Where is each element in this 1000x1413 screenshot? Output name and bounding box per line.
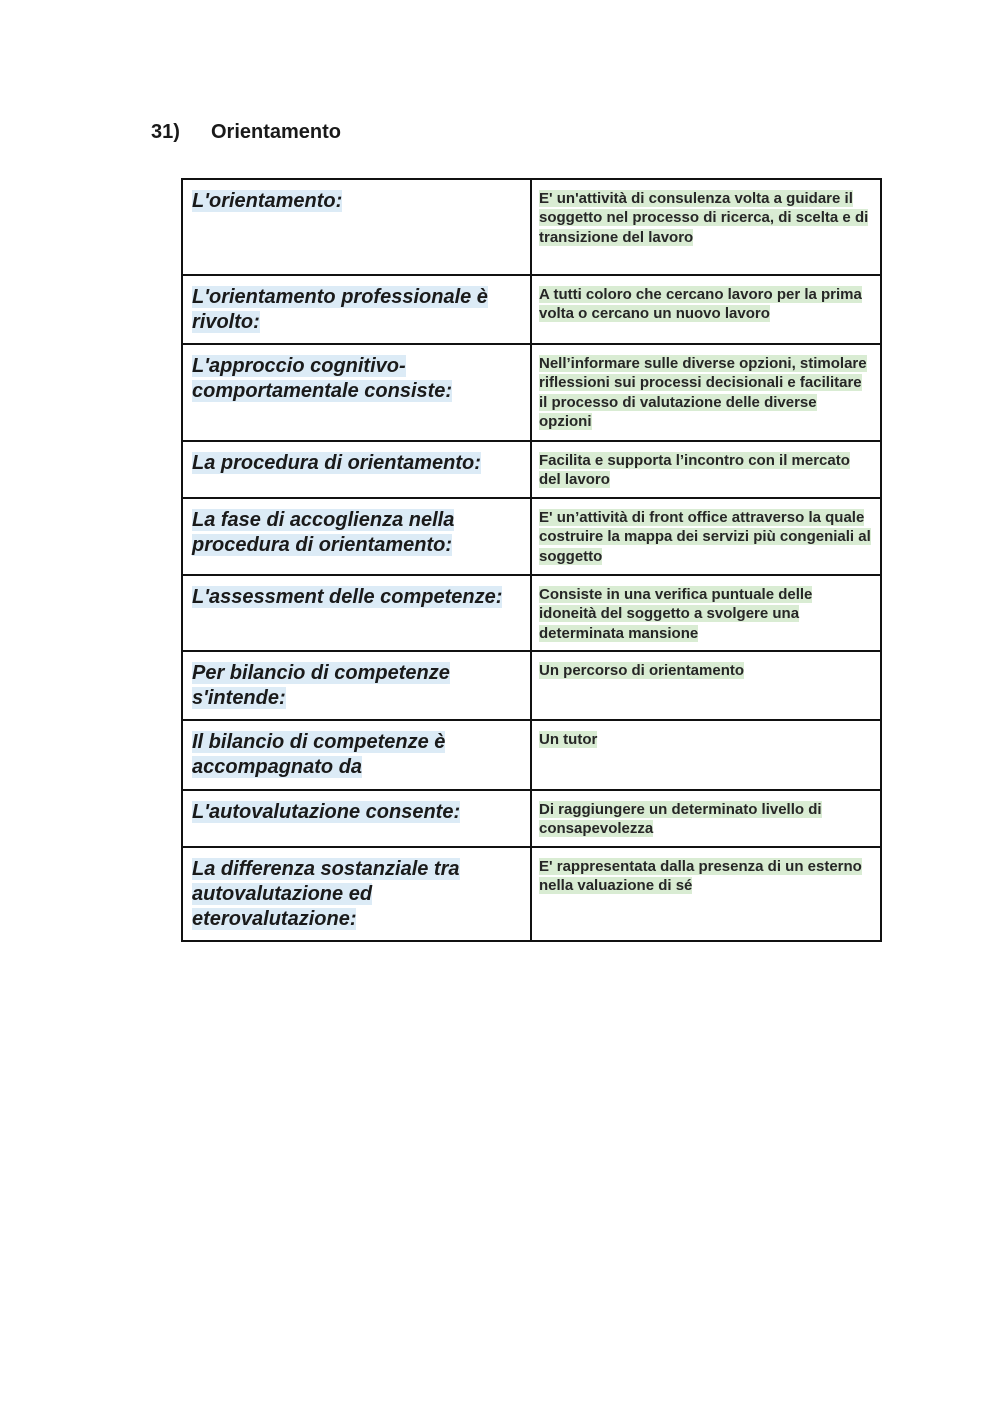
answer-cell <box>531 651 881 720</box>
question-cell <box>182 720 531 790</box>
answer-text: Nell’informare sulle diverse opzioni, stimolare riflessioni sui processi decisionali e facilitare il processo di valutazione delle diverse opzioni <box>539 355 867 431</box>
table-row <box>182 651 881 720</box>
answer-text: E' un'attività di consulenza volta a guidare il soggetto nel processo di ricerca, di scelta e di transizione del lavoro <box>539 190 869 246</box>
question-cell <box>182 498 531 575</box>
question-text: L'assessment delle competenze: <box>192 586 503 608</box>
section-number: 31) <box>151 121 180 143</box>
table-row <box>182 575 881 651</box>
answer-text: Un percorso di orientamento <box>539 662 745 679</box>
table-row <box>182 275 881 344</box>
table-row <box>182 344 881 441</box>
answer-cell <box>531 575 881 651</box>
answer-cell <box>531 441 881 498</box>
answer-cell <box>531 275 881 344</box>
question-cell <box>182 441 531 498</box>
answer-text: A tutti coloro che cercano lavoro per la prima volta o cercano un nuovo lavoro <box>539 286 862 323</box>
answer-text: Consiste in una verifica puntuale delle idoneità del soggetto a svolgere una determinata mansione <box>539 586 813 642</box>
question-cell <box>182 847 531 941</box>
answer-text: Un tutor <box>539 731 598 748</box>
answer-cell <box>531 847 881 941</box>
answer-text: Di raggiungere un determinato livello di consapevolezza <box>539 801 822 838</box>
question-cell <box>182 651 531 720</box>
question-cell <box>182 575 531 651</box>
qa-table <box>181 178 882 942</box>
answer-cell <box>531 179 881 275</box>
table-row <box>182 847 881 941</box>
question-text: L'autovalutazione consente: <box>192 801 461 823</box>
answer-text: E' un’attività di front office attraverso la quale costruire la mappa dei servizi più congeniali al soggetto <box>539 509 871 565</box>
question-text: Per bilancio di competenze s'intende: <box>192 662 450 709</box>
table-row <box>182 720 881 790</box>
question-cell <box>182 344 531 441</box>
section-heading <box>151 121 341 144</box>
question-text: La differenza sostanziale tra autovalutazione ed eterovalutazione: <box>192 858 460 930</box>
question-text: La fase di accoglienza nella procedura di orientamento: <box>192 509 455 556</box>
question-cell <box>182 275 531 344</box>
question-text: L'orientamento professionale è rivolto: <box>192 286 488 333</box>
question-text: L'orientamento: <box>192 190 343 212</box>
answer-text: Facilita e supporta l’incontro con il mercato del lavoro <box>539 452 850 489</box>
answer-cell <box>531 720 881 790</box>
table-row <box>182 441 881 498</box>
answer-cell <box>531 344 881 441</box>
question-cell <box>182 179 531 275</box>
answer-cell <box>531 790 881 847</box>
question-cell <box>182 790 531 847</box>
table-row <box>182 179 881 275</box>
answer-cell <box>531 498 881 575</box>
question-text: Il bilancio di competenze è accompagnato da <box>192 731 446 778</box>
question-text: L'approccio cognitivo-comportamentale consiste: <box>192 355 453 402</box>
section-title: Orientamento <box>211 121 342 143</box>
table-row <box>182 790 881 847</box>
table-row <box>182 498 881 575</box>
question-text: La procedura di orientamento: <box>192 452 481 474</box>
answer-text: E' rappresentata dalla presenza di un esterno nella valuazione di sé <box>539 858 862 895</box>
